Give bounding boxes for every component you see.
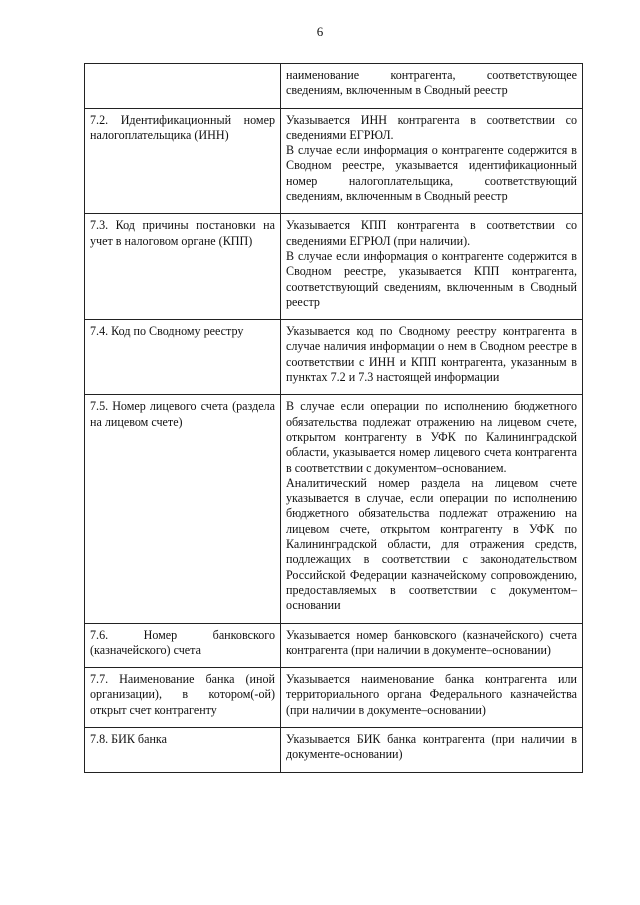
field-name-cell: 7.3. Код причины постановки на учет в налоговом органе (КПП) [85, 214, 281, 320]
field-description-table [84, 63, 583, 773]
table-row [85, 668, 583, 728]
field-name-cell [85, 64, 281, 109]
table-row [85, 395, 583, 623]
description-cell [281, 668, 583, 728]
description-cell [281, 727, 583, 772]
description-paragraph: Указывается номер банковского (казначейского) счета контрагента (при наличии в документе–основании) [286, 627, 577, 657]
page-number: 6 [316, 24, 324, 39]
field-name-cell: 7.8. БИК банка [85, 727, 281, 772]
description-cell [281, 320, 583, 395]
description-paragraph: В случае если операции по исполнению бюджетного обязательства подлежат отражению на лицевом счете, открытом контрагенту в УФК по Калининградской области, указывается номер лицевого счета контрагента в соответствии с документом–основанием. [286, 399, 577, 475]
field-name-cell: 7.2. Идентификационный номер налогоплательщика (ИНН) [85, 108, 281, 214]
table-row [85, 623, 583, 668]
field-name-cell: 7.4. Код по Сводному реестру [85, 320, 281, 395]
description-cell [281, 108, 583, 214]
description-paragraph: Указывается наименование банка контрагента или территориального органа Федерального казначейства (при наличии в документе–основании) [286, 672, 577, 717]
table-row [85, 108, 583, 214]
description-cell [281, 214, 583, 320]
description-paragraph: наименование контрагента, соответствующее сведениям, включенным в Сводный реестр [286, 68, 577, 98]
description-cell [281, 623, 583, 668]
table-row [85, 727, 583, 772]
field-name-cell: 7.7. Наименование банка (иной организации), в котором(-ой) открыт счет контрагенту [85, 668, 281, 728]
description-paragraph: В случае если информация о контрагенте содержится в Сводном реестре, указывается идентификационный номер налогоплательщика, соответствующий сведениям, включенным в Сводный реестр [286, 143, 577, 204]
field-name-cell: 7.5. Номер лицевого счета (раздела на лицевом счете) [85, 395, 281, 623]
table-row [85, 214, 583, 320]
description-paragraph: Аналитический номер раздела на лицевом счете указывается в случае, если операции по исполнению бюджетного обязательства подлежат отражению на лицевом счете, открытом контрагенту в УФК по Калининградской области, для отражения средств, подлежащих в соответствии с законодательством Российской Федерации казначейскому сопровождению, предоставляемых в соответствии с документом–основании [286, 475, 577, 613]
description-paragraph: В случае если информация о контрагенте содержится в Сводном реестре, указывается КПП контрагента, соответствующий сведениям, включенным в Сводный реестр [286, 248, 577, 309]
description-cell [281, 395, 583, 623]
description-paragraph: Указывается ИНН контрагента в соответствии со сведениями ЕГРЮЛ. [286, 112, 577, 142]
description-cell [281, 64, 583, 109]
table-row [85, 64, 583, 109]
description-paragraph: Указывается КПП контрагента в соответствии со сведениями ЕГРЮЛ (при наличии). [286, 218, 577, 248]
field-name-cell: 7.6. Номер банковского (казначейского) счета [85, 623, 281, 668]
description-paragraph: Указывается код по Сводному реестру контрагента в случае наличия информации о нем в Сводном реестре в соответствии с ИНН и КПП контрагента, указанным в пунктах 7.2 и 7.3 настоящей информации [286, 324, 577, 385]
description-paragraph: Указывается БИК банка контрагента (при наличии в документе-основании) [286, 731, 577, 762]
table-row [85, 320, 583, 395]
